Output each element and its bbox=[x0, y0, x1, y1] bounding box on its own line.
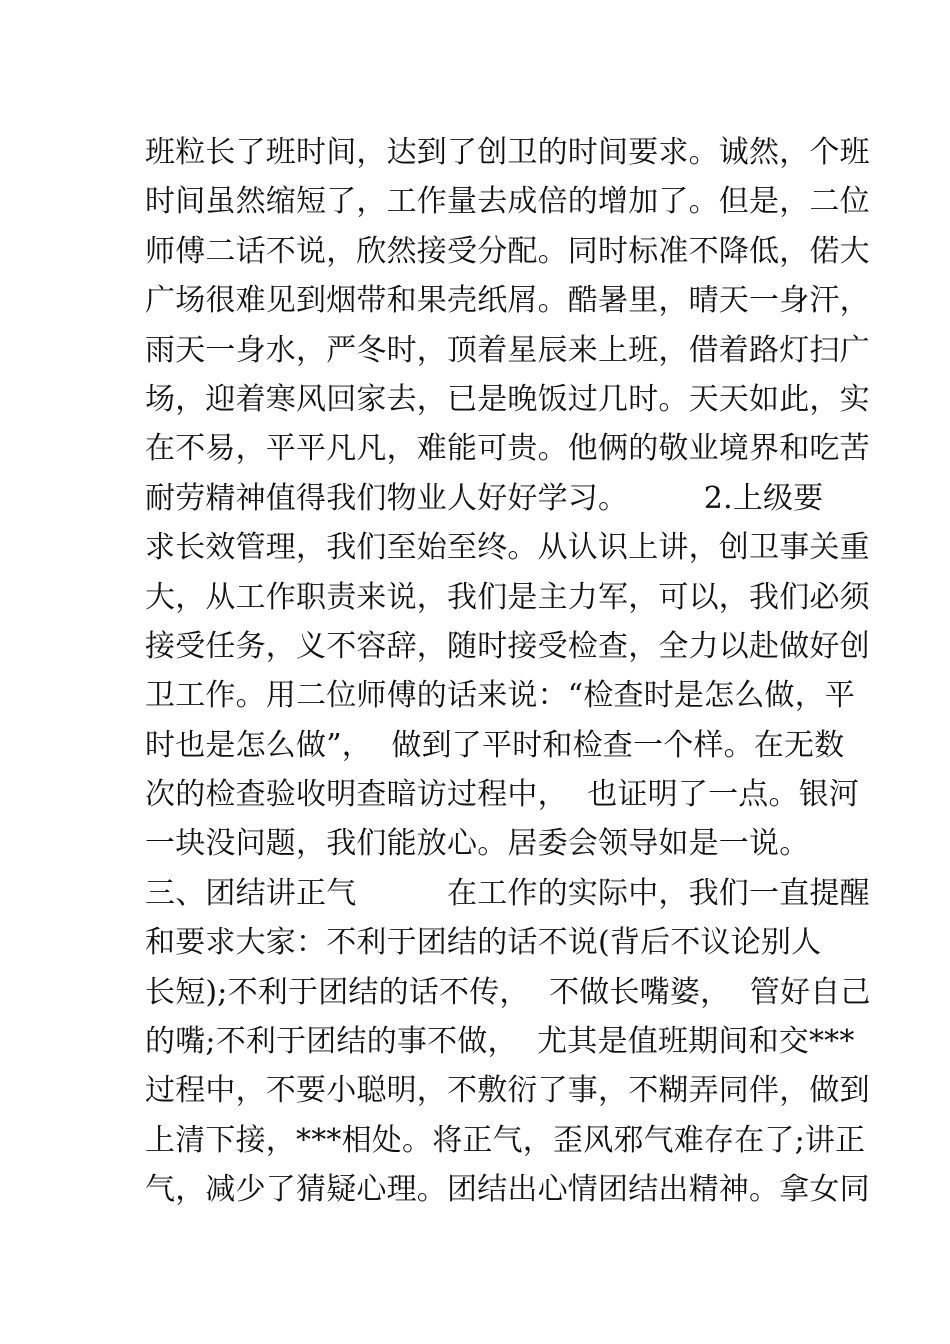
text-line: 次的检查验收明查暗访过程中， 也证明了一点。银河 bbox=[145, 777, 860, 813]
text-line: 大，从工作职责来说，我们是主力军，可以，我们必须 bbox=[145, 579, 870, 615]
text-line: 的嘴;不利于团结的事不做， 尤其是值班期间和交*** bbox=[145, 1024, 855, 1060]
text-line: 接受任务，义不容辞，随时接受检查，全力以赴做好创 bbox=[145, 628, 870, 664]
text-line: 求长效管理，我们至始至终。从认识上讲，创卫事关重 bbox=[145, 530, 870, 566]
text-line: 师傅二话不说，欣然接受分配。同时标准不降低，偌大 bbox=[145, 233, 870, 269]
text-line: 时间虽然缩短了，工作量去成倍的增加了。但是，二位 bbox=[145, 184, 870, 220]
text-line: 在不易，平平凡凡，难能可贵。他俩的敬业境界和吃苦 bbox=[145, 431, 870, 467]
text-line: 班粒长了班时间，达到了创卫的时间要求。诚然，个班 bbox=[145, 135, 870, 170]
text-line: 时也是怎么做”， 做到了平时和检查一个样。在无数 bbox=[145, 727, 845, 763]
text-line: 上清下接，***相处。将正气，歪风邪气难存在了;讲正 bbox=[145, 1122, 866, 1158]
text-line: 一块没问题，我们能放心。居委会领导如是一说。 bbox=[145, 826, 810, 862]
text-line: 三、团结讲正气 在工作的实际中，我们一直提醒 bbox=[145, 875, 870, 911]
body-text bbox=[145, 128, 871, 1215]
text-line: 卫工作。用二位师傅的话来说：“检查时是怎么做，平 bbox=[145, 678, 856, 714]
text-line: 长短);不利于团结的话不传， 不做长嘴婆， 管好自己 bbox=[145, 974, 871, 1010]
text-line: 雨天一身水，严冬时，顶着星辰来上班，借着路灯扫广 bbox=[145, 332, 870, 368]
text-line: 和要求大家：不利于团结的话不说(背后不议论别人 bbox=[145, 925, 822, 961]
text-line: 广场很难见到烟带和果壳纸屑。酷暑里，晴天一身汗， bbox=[145, 283, 870, 319]
text-line: 过程中，不要小聪明，不敷衍了事，不糊弄同伴，做到 bbox=[145, 1073, 870, 1109]
text-line: 场，迎着寒风回家去，已是晚饭过几时。天天如此，实 bbox=[145, 381, 870, 417]
text-line: 耐劳精神值得我们物业人好好学习。 2.上级要 bbox=[145, 480, 824, 516]
text-line: 气，减少了猜疑心理。团结出心情团结出精神。拿女同 bbox=[145, 1172, 870, 1208]
